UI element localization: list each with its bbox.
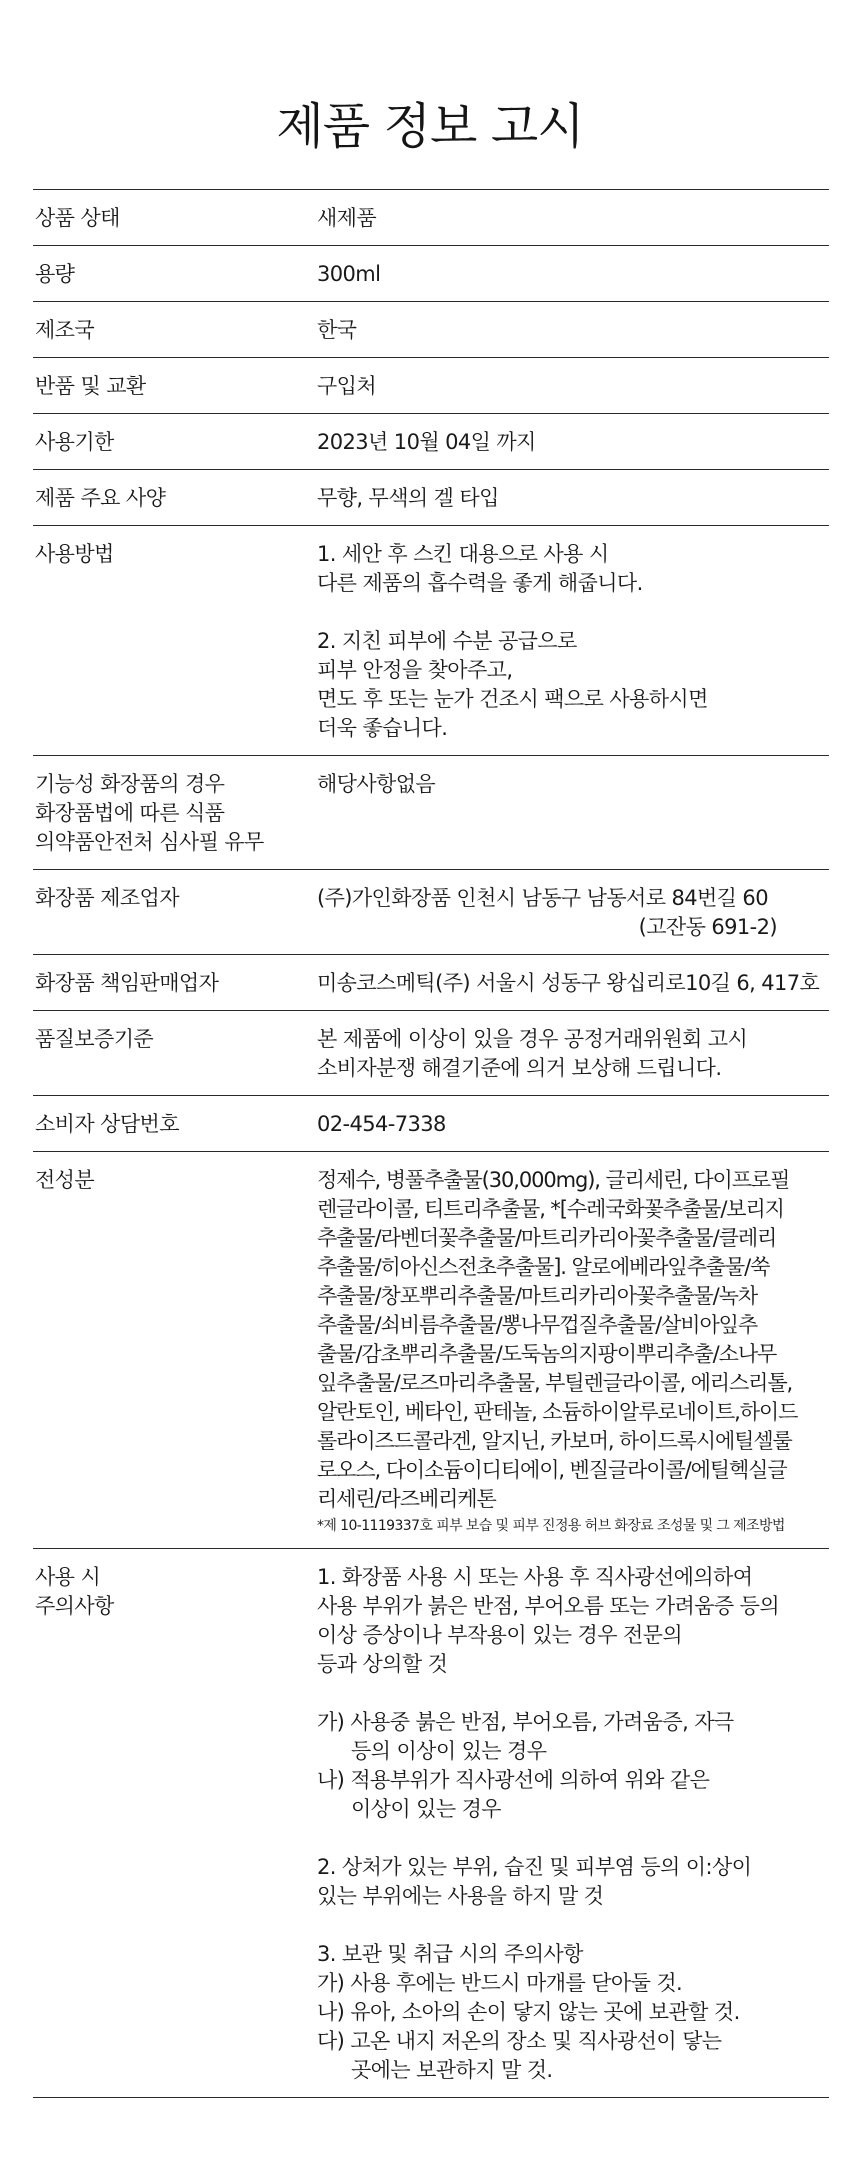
ingredient-line: 리세린/라즈베리케톤 (317, 1487, 496, 1511)
usage-line: 다른 제품의 흡수력을 좋게 해줍니다. (317, 571, 643, 595)
caution-line: 다) 고온 내지 저온의 장소 및 직사광선이 닿는 (317, 2029, 722, 2053)
usage-line: 1. 세안 후 스킨 대용으로 사용 시 (317, 542, 609, 566)
table-row-consult (33, 1096, 829, 1152)
table-row-expiry (33, 414, 829, 470)
row-value: 02-454-7338 (317, 1096, 829, 1152)
ingredient-line: 추출물/창포뿌리추출물/마트리카리아꽃추출물/녹차 (317, 1284, 758, 1308)
ingredient-line: 출물/감초뿌리추출물/도둑놈의지팡이뿌리추출/소나무 (317, 1342, 777, 1366)
row-value: 300ml (317, 246, 829, 302)
row-label (33, 756, 317, 870)
row-label: 소비자 상담번호 (33, 1096, 317, 1152)
row-label: 사용방법 (33, 526, 317, 756)
ingredient-line: 추출물/히아신스전초추출물]. 알로에베라잎추출물/쑥 (317, 1255, 770, 1279)
table-row-usage (33, 526, 829, 756)
row-label: 반품 및 교환 (33, 358, 317, 414)
spacer (317, 598, 829, 627)
row-value (317, 1152, 829, 1549)
usage-line: 면도 후 또는 눈가 건조시 팩으로 사용하시면 (317, 687, 708, 711)
caution-line: 등과 상의할 것 (317, 1652, 448, 1676)
row-label: 화장품 제조업자 (33, 870, 317, 955)
row-label: 용량 (33, 246, 317, 302)
row-value (317, 870, 829, 955)
row-label: 제조국 (33, 302, 317, 358)
patent-note: *제 10-1119337호 피부 보습 및 피부 진정용 허브 화장료 조성물 및 그 제조방법 (317, 1518, 785, 1534)
product-info-table (33, 189, 829, 2098)
table-row-quality (33, 1011, 829, 1096)
caution-line: 이상이 있는 경우 (351, 1797, 501, 1821)
row-label: 전성분 (33, 1152, 317, 1549)
caution-line: 3. 보관 및 취급 시의 주의사항 (317, 1942, 583, 1966)
ingredient-line: 추출물/라벤더꽃추출물/마트리카리아꽃추출물/클레리 (317, 1226, 777, 1250)
row-label: 상품 상태 (33, 190, 317, 246)
page-title: 제품 정보 고시 (276, 98, 584, 155)
row-value: 새제품 (317, 190, 829, 246)
row-label (33, 1549, 317, 2098)
spacer (317, 1679, 829, 1708)
table-row-functional (33, 756, 829, 870)
caution-line: 가) 사용 후에는 반드시 마개를 닫아둘 것. (317, 1971, 683, 1995)
caution-line: 이상 증상이나 부작용이 있는 경우 전문의 (317, 1623, 683, 1647)
table-row-maker (33, 870, 829, 955)
table-row-volume (33, 246, 829, 302)
row-label: 제품 주요 사양 (33, 470, 317, 526)
table-row-country (33, 302, 829, 358)
caution-line: 등의 이상이 있는 경우 (351, 1739, 547, 1763)
ingredient-line: 로오스, 다이소듐이디티에이, 벤질글라이콜/에틸헥실글 (317, 1458, 787, 1482)
row-value: 미송코스메틱(주) 서울시 성동구 왕십리로10길 6, 417호 (317, 955, 829, 1011)
row-value: 무향, 무색의 겔 타입 (317, 470, 829, 526)
label-line: 기능성 화장품의 경우 (35, 772, 225, 796)
caution-line: 1. 화장품 사용 시 또는 사용 후 직사광선에의하여 (317, 1565, 753, 1589)
caution-line: 나) 적용부위가 직사광선에 의하여 위와 같은 (317, 1768, 710, 1792)
maker-address-detail: (고잔동 691-2) (638, 915, 777, 939)
ingredient-line: 렌글라이콜, 티트리추출물, *[수레국화꽃추출물/보리지 (317, 1197, 784, 1221)
row-value: 2023년 10월 04일 까지 (317, 414, 829, 470)
caution-line: 곳에는 보관하지 말 것. (351, 2058, 553, 2082)
row-value (317, 1011, 829, 1096)
row-value: 한국 (317, 302, 829, 358)
maker-address: (주)가인화장품 인천시 남동구 남동서로 84번길 60 (317, 886, 768, 910)
caution-line: 사용 부위가 붉은 반점, 부어오름 또는 가려움증 등의 (317, 1594, 780, 1618)
spacer (317, 1911, 829, 1940)
table-row-state (33, 190, 829, 246)
row-label: 품질보증기준 (33, 1011, 317, 1096)
quality-line: 본 제품에 이상이 있을 경우 공정거래위원회 고시 (317, 1027, 748, 1051)
ingredient-line: 롤라이즈드콜라겐, 알지닌, 카보머, 하이드록시에틸셀룰 (317, 1429, 792, 1453)
table-row-return (33, 358, 829, 414)
row-value (317, 1549, 829, 2098)
row-label: 사용기한 (33, 414, 317, 470)
quality-line: 소비자분쟁 해결기준에 의거 보상해 드립니다. (317, 1056, 722, 1080)
row-value: 해당사항없음 (317, 756, 829, 870)
table-row-ingredients (33, 1152, 829, 1549)
row-value (317, 526, 829, 756)
ingredient-line: 추출물/쇠비름추출물/뽕나무껍질추출물/살비아잎추 (317, 1313, 758, 1337)
row-label: 화장품 책임판매업자 (33, 955, 317, 1011)
ingredient-line: 잎추출물/로즈마리추출물, 부틸렌글라이콜, 에리스리톨, (317, 1371, 793, 1395)
label-line: 의약품안전처 심사필 유무 (35, 830, 264, 854)
label-line: 주의사항 (35, 1594, 114, 1618)
table-row-spec (33, 470, 829, 526)
ingredient-line: 정제수, 병풀추출물(30,000mg), 글리세린, 다이프로필 (317, 1168, 790, 1192)
table-row-seller (33, 955, 829, 1011)
caution-line: 2. 상처가 있는 부위, 습진 및 피부염 등의 이:상이 (317, 1855, 752, 1879)
ingredient-line: 알란토인, 베타인, 판테놀, 소듐하이알루로네이트,하이드 (317, 1400, 798, 1424)
usage-line: 더욱 좋습니다. (317, 716, 448, 740)
spacer (317, 1824, 829, 1853)
label-line: 화장품법에 따른 식품 (35, 801, 225, 825)
usage-line: 2. 지친 피부에 수분 공급으로 (317, 629, 577, 653)
table-row-caution (33, 1549, 829, 2098)
caution-line: 있는 부위에는 사용을 하지 말 것 (317, 1884, 604, 1908)
label-line: 사용 시 (35, 1565, 101, 1589)
row-value: 구입처 (317, 358, 829, 414)
caution-line: 가) 사용중 붉은 반점, 부어오름, 가려움증, 자극 (317, 1710, 734, 1734)
usage-line: 피부 안정을 찾아주고, (317, 658, 513, 682)
caution-line: 나) 유아, 소아의 손이 닿지 않는 곳에 보관할 것. (317, 2000, 740, 2024)
